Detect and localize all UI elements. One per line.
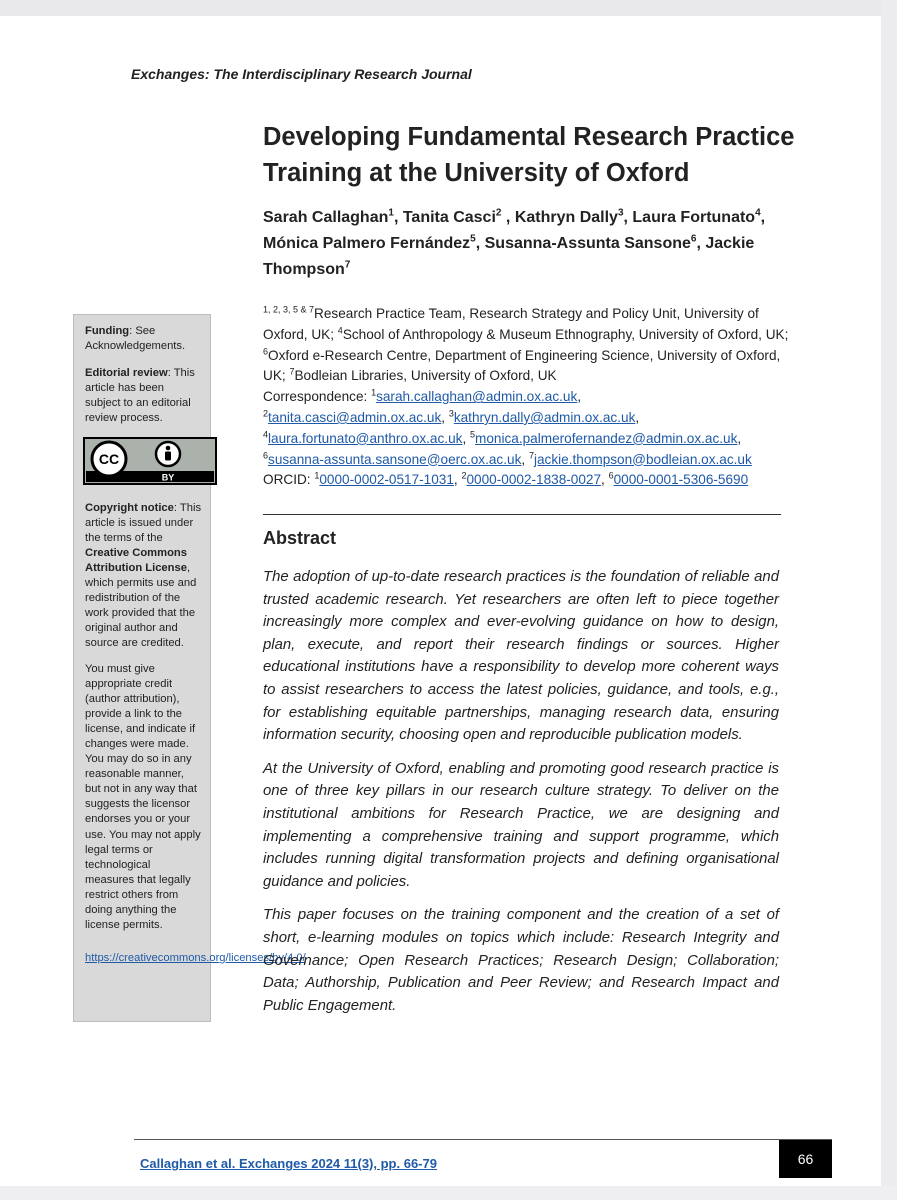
- author-sep: ,: [623, 209, 633, 226]
- copyright-text: : This article is issued under the terms of the: [85, 501, 202, 544]
- title-line-1: Developing Fundamental Research Practice: [263, 123, 795, 151]
- abstract-paragraph: The adoption of up-to-date research practices is the foundation of reliable and trusted academic research. Yet researchers are often left to piece together increasingly more complex and ever-evolving guidance on how to design, plan, execute, and report their research findings or sources. Higher educational institutions have a responsibility to develop more coherent ways to assist researchers to access the latest policies, guidance, and tools, e.g., for establishing equitable partnerships, managing research data, ensuring information security, choosing open and reproducible publication models.: [263, 569, 779, 744]
- page-edge-right: [881, 0, 897, 1200]
- author-sep: ,: [475, 235, 485, 252]
- email-link[interactable]: susanna-assunta.sansone@oerc.ox.ac.uk: [268, 451, 522, 467]
- copyright-text: , which permits use and redistribution of the work provided that the original author and source are credited.: [85, 561, 197, 650]
- author-sup: 1: [388, 207, 394, 219]
- footer-divider: [134, 1139, 832, 1140]
- page-number: 66: [779, 1140, 832, 1178]
- orcid-link[interactable]: 0000-0002-1838-0027: [466, 472, 602, 488]
- author-sup: 5: [470, 233, 476, 245]
- email-sup: 2: [263, 408, 269, 419]
- section-divider: [263, 514, 781, 515]
- orcid-link[interactable]: 0000-0001-5306-5690: [613, 472, 749, 488]
- email-sup: 7: [528, 450, 534, 461]
- author-name: Kathryn Dally: [514, 209, 618, 226]
- abstract-body: [263, 566, 779, 1028]
- page-edge-bottom: [0, 1186, 897, 1200]
- by-label: BY: [161, 472, 175, 483]
- affil-text: Bodleian Libraries, University of Oxford, UK: [294, 368, 557, 384]
- license-link[interactable]: https://creativecommons.org/licenses/by/4.0/: [85, 952, 306, 965]
- review-label: Editorial review: [85, 367, 168, 380]
- email-link[interactable]: sarah.callaghan@admin.ox.ac.uk: [376, 389, 578, 405]
- email-link[interactable]: kathryn.dally@admin.ox.ac.uk: [453, 409, 636, 425]
- funding-text: : See Acknowledgements.: [85, 325, 186, 353]
- copyright-label: Copyright notice: [85, 501, 174, 514]
- email-sup: 1: [371, 387, 377, 398]
- copyright-notice: [85, 501, 202, 652]
- author-sep: ,: [393, 209, 403, 226]
- author-sup: 2: [495, 207, 502, 219]
- author-list: [263, 205, 803, 283]
- abstract-paragraph: This paper focuses on the training component and the creation of a set of short, e-learning modules on topics which include: Research Integrity and Governance; Open Research Practices; Research Design; Collaboration; Data; Authorship, Publication and Peer Review; and Research Impact and Public Engagement.: [263, 907, 779, 1014]
- author-sep: ,: [760, 209, 766, 226]
- license-name: Creative Commons Attribution License: [85, 546, 187, 574]
- author-name: Mónica Palmero Fernández: [263, 235, 471, 252]
- funding-note: [85, 324, 202, 354]
- email-link[interactable]: laura.fortunato@anthro.ox.ac.uk: [268, 430, 463, 446]
- email-link[interactable]: monica.palmerofernandez@admin.ox.ac.uk: [475, 430, 738, 446]
- title-line-2: Training at the University of Oxford: [263, 159, 690, 187]
- cc-label: CC: [98, 450, 120, 467]
- email-sup: 5: [470, 429, 476, 440]
- orcid-sup: 2: [461, 470, 467, 481]
- author-name: Susanna-Assunta Sansone: [484, 235, 691, 252]
- review-text: : This article has been subject to an editorial review process.: [85, 367, 195, 425]
- author-name: Jackie Thompson: [263, 235, 755, 278]
- orcid-label: ORCID:: [263, 472, 315, 488]
- journal-header: Exchanges: The Interdisciplinary Research Journal: [131, 66, 472, 82]
- email-sup: 4: [263, 429, 269, 440]
- affil-text: School of Anthropology & Museum Ethnography, University of Oxford, UK;: [342, 326, 789, 342]
- paper-title: [263, 119, 823, 191]
- page-edge-top: [0, 0, 897, 16]
- affil-sup: 4: [337, 325, 343, 336]
- affil-sup: 6: [263, 346, 269, 357]
- abstract-heading: Abstract: [263, 528, 337, 548]
- author-sup: 7: [344, 259, 351, 271]
- affil-text: Research Practice Team, Research Strategy and Policy Unit, University of Oxford, UK;: [263, 306, 759, 342]
- author-sep: ,: [696, 235, 706, 252]
- abstract-paragraph: At the University of Oxford, enabling and promoting good research practice is one of three key pillars in our research culture strategy. To deliver on the institutional ambitions for Research Practice, we are designing and implementing a comprehensive training and support programme, which includes running digital transformation projects and defining organisational guidance and policies.: [263, 760, 779, 890]
- cc-by-license-icon: [83, 437, 217, 485]
- email-sup: 3: [448, 408, 454, 419]
- correspondence-label: Correspondence:: [263, 389, 372, 405]
- email-sup: 6: [263, 450, 269, 461]
- orcid-link[interactable]: 0000-0002-0517-1031: [319, 472, 454, 488]
- author-name: Sarah Callaghan: [263, 209, 389, 226]
- affil-sup: 7: [289, 366, 295, 377]
- orcid-sup: 1: [314, 470, 320, 481]
- email-link[interactable]: tanita.casci@admin.ox.ac.uk: [268, 409, 442, 425]
- email-link[interactable]: jackie.thompson@bodleian.ox.ac.uk: [533, 451, 752, 467]
- footer-citation[interactable]: Callaghan et al. Exchanges 2024 11(3), pp. 66-79: [140, 1156, 437, 1171]
- author-sup: 6: [690, 233, 697, 245]
- author-name: Tanita Casci: [402, 209, 496, 226]
- affiliations-block: $^{1, 2, 3, 5 \& 7}$Research Practice Team, Research Strategy and Policy Unit, University of Oxford, UK; $^4$School of Anthropology & Museum Ethnography, University of Oxford, UK; $^6$Oxford e-Research Centre, Department of Engineering Science, University of Oxford, UK; $^7$Bodleian Libraries, University of Oxford, UK Correspondence: $^1$sarah.callaghan@admin.ox.ac.uk, $^2$tanita.casci@admin.ox.ac.uk, $^3$kathryn.dally@admin.ox.ac.uk, $^4$laura.fortunato@anthro.ox.ac.uk, $^5$monica.palmerofernandez@admin.ox.ac.uk, $^6$susanna-assunta.sansone@oerc.ox.ac.uk, $^7$jackie.thompson@bodleian.ox.ac.uk ORCID: $^1$0000-0002-0517-1031, $^2$0000-0002-1838-0027, $^6$0000-0001-5306-5690: [263, 304, 789, 488]
- credit-text: You must give appropriate credit (author attribution), provide a link to the license, and indicate if changes were made. You may do so in any reasonable manner, but not in any way that suggests the licensor endorses you or your use. You may not apply legal terms or technological measures that legally restrict others from doing anything the license permits.: [85, 662, 201, 932]
- editorial-review-note: [85, 366, 202, 426]
- funding-label: Funding: [85, 325, 130, 337]
- author-sep: ,: [501, 209, 515, 226]
- author-sup: 4: [755, 207, 761, 219]
- affil-sup: 1, 2, 3, 5 & 7: [263, 304, 315, 315]
- author-name: Laura Fortunato: [632, 209, 756, 226]
- author-sup: 3: [617, 207, 624, 219]
- orcid-sup: 6: [608, 470, 614, 481]
- affil-text: Oxford e-Research Centre, Department of Engineering Science, University of Oxford, UK;: [263, 347, 781, 384]
